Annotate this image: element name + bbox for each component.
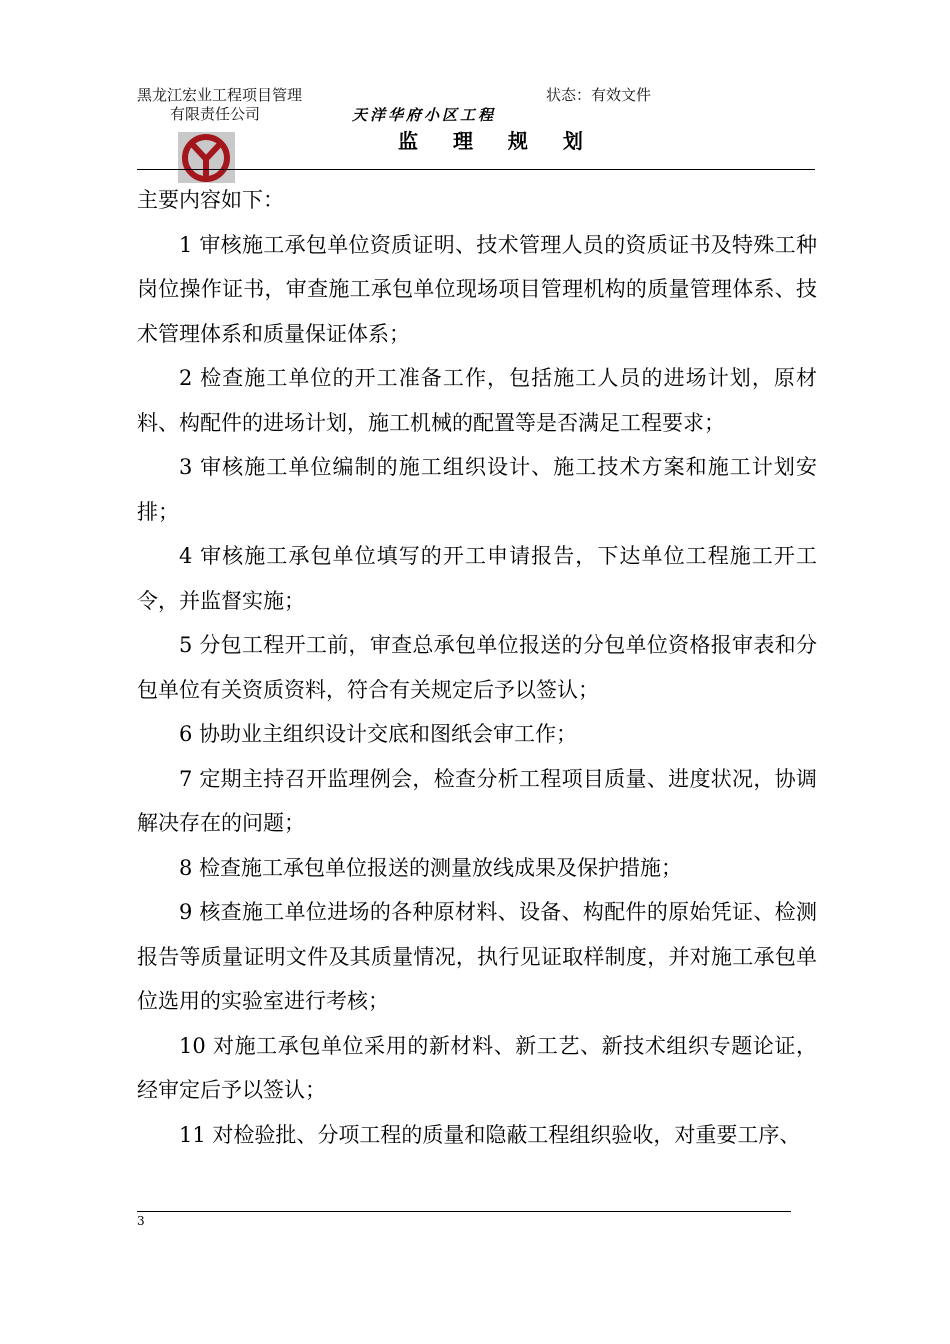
- document-title: 监 理 规 划: [398, 129, 597, 153]
- list-item-9: 9 核查施工单位进场的各种原材料、设备、构配件的原始凭证、检测报告等质量证明文件及其质量情况，执行见证取样制度，并对施工承包单位选用的实验室进行考核；: [137, 900, 817, 1013]
- list-item-2: 2 检查施工单位的开工准备工作，包括施工人员的进场计划，原材料、构配件的进场计划，施工机械的配置等是否满足工程要求；: [137, 366, 817, 435]
- list-item-5: 5 分包工程开工前，审查总承包单位报送的分包单位资格报审表和分包单位有关资质资料，符合有关规定后予以签认；: [137, 633, 817, 702]
- company-name-line-1: 黑龙江宏业工程项目管理: [137, 86, 303, 104]
- list-item-7: 7 定期主持召开监理例会，检查分析工程项目质量、进度状况，协调解决存在的问题；: [137, 766, 817, 835]
- company-logo-icon: [178, 132, 235, 183]
- list-item-6: 6 协助业主组织设计交底和图纸会审工作；: [179, 722, 578, 746]
- document-body: [137, 178, 817, 1157]
- list-item-11: 11 对检验批、分项工程的质量和隐蔽工程组织验收，对重要工序、: [179, 1122, 801, 1147]
- list-item-10: 10 对施工承包单位采用的新材料、新工艺、新技术组织专题论证，经审定后予以签认；: [137, 1033, 817, 1102]
- list-item-1: 1 审核施工承包单位资质证明、技术管理人员的资质证书及特殊工种岗位操作证书，审查施工承包单位现场项目管理机构的质量管理体系、技术管理体系和质量保证体系；: [137, 232, 817, 346]
- list-item-4: 4 审核施工承包单位填写的开工申请报告，下达单位工程施工开工令，并监督实施；: [137, 544, 817, 613]
- list-item-3: 3 审核施工单位编制的施工组织设计、施工技术方案和施工计划安排；: [137, 455, 817, 524]
- intro-paragraph: 主要内容如下：: [137, 188, 284, 212]
- list-item-8: 8 检查施工承包单位报送的测量放线成果及保护措施；: [179, 855, 683, 880]
- document-status: 状态：有效文件: [546, 86, 652, 104]
- page-number: 3: [137, 1214, 145, 1228]
- project-name: 天洋华府小区工程: [352, 106, 497, 124]
- company-name-line-2: 有限责任公司: [170, 105, 261, 123]
- header-divider: [137, 169, 815, 170]
- footer-divider: [137, 1211, 791, 1212]
